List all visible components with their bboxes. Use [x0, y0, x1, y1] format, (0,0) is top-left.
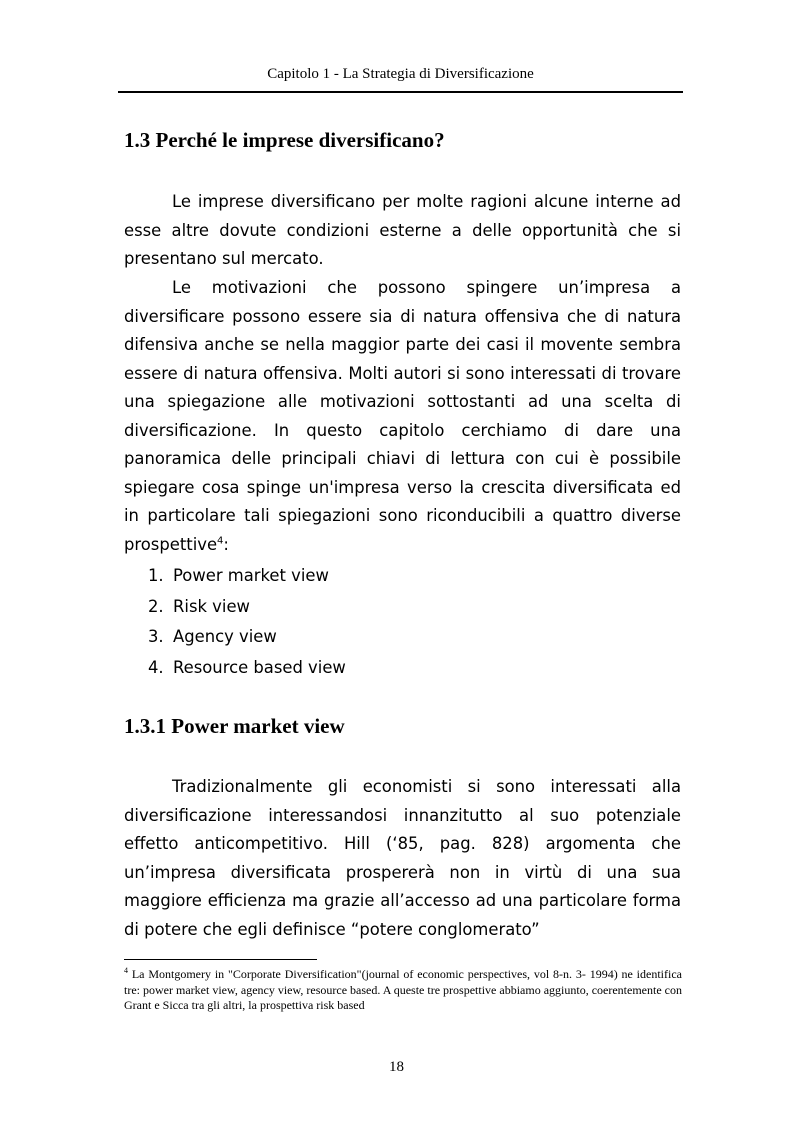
- perspectives-list: [148, 561, 346, 684]
- list-item-text: Risk view: [173, 596, 250, 616]
- section-heading: 1.3 Perché le imprese diversificano?: [124, 128, 445, 152]
- list-item-number: 3.: [148, 627, 164, 647]
- intro-paragraph: Le imprese diversificano per molte ragioni alcune interne ad esse altre dovute condizioni esterne a delle opportunità che si presentano sul mercato.: [124, 192, 681, 268]
- list-item-number: 2.: [148, 596, 164, 616]
- list-item-text: Resource based view: [173, 658, 346, 678]
- footnote-text: La Montgomery in "Corporate Diversification"(journal of economic perspectives, vol 8-n. 3- 1994) ne identifica tre: power market view, agency view, resource based. A queste tre prospettive abbiamo aggiunto, coerentemente con Grant e Sicca tra gli altri, la prospettiva risk based: [124, 967, 682, 1012]
- list-item: [148, 653, 346, 684]
- footnote-reference[interactable]: 4: [217, 535, 224, 547]
- motivations-paragraph: [124, 274, 681, 559]
- running-header: Capitolo 1 - La Strategia di Diversificazione: [267, 66, 534, 82]
- footnote-marker: 4: [124, 966, 128, 975]
- paragraph-end: :: [223, 534, 229, 554]
- list-item-number: 4.: [148, 658, 164, 678]
- list-item: [148, 592, 346, 623]
- list-item-number: 1.: [148, 566, 164, 585]
- list-item: [148, 561, 346, 592]
- power-market-paragraph: Tradizionalmente gli economisti si sono interessati alla diversificazione interessandosi innanzitutto al suo potenziale effetto anticompetitivo. Hill (‘85, pag. 828) argomenta che un’impresa diversificata prospererà non in virtù di una sua maggiore efficienza ma grazie all’accesso ad una particolare forma di potere che egli definisce “potere conglomerato”: [124, 777, 681, 939]
- list-item-text: Agency view: [173, 627, 277, 647]
- list-item: [148, 622, 346, 653]
- footnote: [124, 967, 682, 1014]
- subsection-heading: 1.3.1 Power market view: [124, 714, 345, 738]
- header-rule: [118, 91, 683, 93]
- motivations-text: Le motivazioni che possono spingere un’impresa a diversificare possono essere sia di natura offensiva che di natura difensiva anche se nella maggior parte dei casi il movente sembra essere di natura offensiva. Molti autori si sono interessati di trovare una spiegazione alle motivazioni sottostanti ad una scelta di diversificazione. In questo capitolo cerchiamo di dare una panoramica delle principali chiavi di lettura con cui è possibile spiegare cosa spinge un'impresa verso la crescita diversificata ed in particolare tali spiegazioni sono riconducibili a quattro diverse prospettive: [124, 278, 681, 554]
- page-number: 18: [389, 1059, 404, 1075]
- list-item-text: Power market view: [173, 566, 329, 585]
- footnote-rule: [124, 959, 317, 960]
